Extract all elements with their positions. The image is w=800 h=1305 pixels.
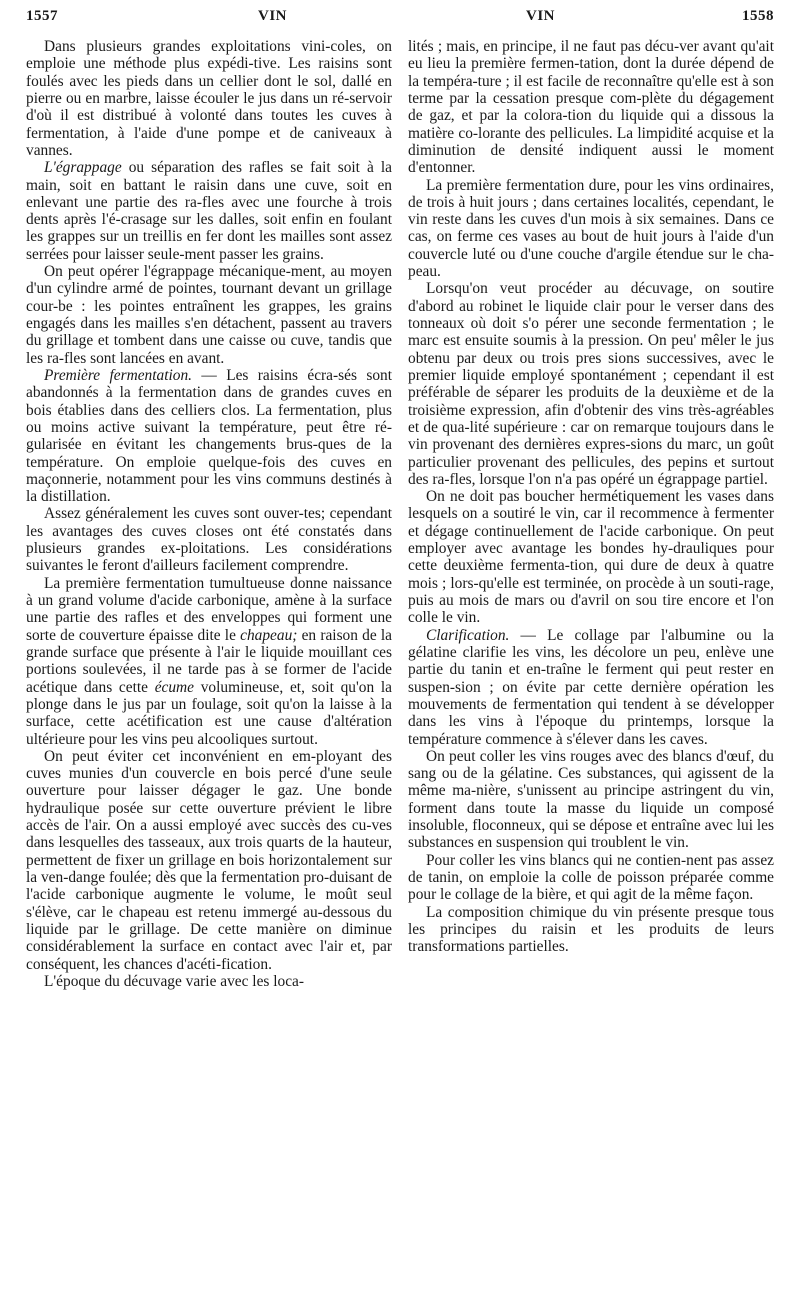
running-title-left: VIN (258, 8, 288, 24)
paragraph-lead: Clarification. (426, 626, 510, 644)
right-column (408, 38, 774, 956)
paragraph: La première fermentation tumultueuse donne naissance à un grand volume d'acide carbonique, amène à la surface une partie des rafles et des enveloppes qui forment une sorte de couverture épaisse dite le chapeau; en raison de la grande surface que présente à l'air le liquide mouillant ces portions soulevées, il ne tarde pas à se former de l'acide acétique dans cette écume volumineuse, et, soit qu'on la plonge dans le jus par un foulage, soit qu'on la laisse à la surface, cette acétification est une cause d'altération ultérieure pour les vins peu alcooliques surtout. (26, 574, 392, 748)
paragraph: Première fermentation. — Les raisins écra-sés sont abandonnés à la fermentation dans de grandes cuves en bois établies dans des celliers clos. La fermentation, plus ou moins active suivant la température, peut être ré-gularisée en évitant les changements brus-ques de la température. On emploie quelque-fois des cuves en maçonnerie, notamment pour les vins communs destinés à la distillation. (26, 366, 392, 506)
page-number-left: 1557 (26, 8, 58, 24)
paragraph: On ne doit pas boucher hermétiquement les vases dans lesquels on a soutiré le vin, car il recommence à fermenter et dégage continuellement de l'acide carbonique. On peut employer avec avantage les bondes hy-drauliques pour cette deuxième fermenta-tion, qui dure de deux à quatre mois ; lors-qu'elle est terminée, on procède à un souti-rage, puis au mois de mars ou d'avril on sou tire encore et l'on colle le vin. (408, 488, 774, 627)
paragraph: On peut opérer l'égrappage mécanique-ment, au moyen d'un cylindre armé de pointes, tournant devant un grillage cour-be : les pointes entraînent les grappes, les grains engagés dans les mailles s'en détachent, passent au travers du grillage et tombent dans une caisse ou cuve, tandis que les ra-fles sont lancées en avant. (26, 263, 392, 367)
paragraph-lead: L'égrappage (44, 159, 122, 177)
running-header (26, 8, 774, 32)
paragraph: Dans plusieurs grandes exploitations vini-coles, on emploie une méthode plus expédi-tive. Les raisins sont foulés avec les pieds dans un cellier dont le sol, dallé en pierre ou en marbre, laisse écouler le jus dans un ré-servoir d'où il est distribué à volonté dans toutes les cuves à fermentation, à l'aide d'une pompe et de caniveaux à vannes. (26, 38, 392, 159)
paragraph: On peut éviter cet inconvénient en em-ployant des cuves munies d'un couvercle en bois percé d'une seule ouverture pour laisser dégager le gaz. Une bonde hydraulique posée sur cette ouverture prévient le libre accès de l'air. On a aussi employé avec succès des cu-ves dans lesquelles des tasseaux, aux trois quarts de la hauteur, permettent de fixer un grillage en bois horizontalement sur la ven-dange foulée; dès que la fermentation pro-duisant de l'acide carbonique augmente le volume, le moût seul s'élève, car le chapeau est retenu immergé au-dessous du liquide par le grillage. De cette manière on diminue considérablement la surface en contact avec l'air et, par conséquent, les chances d'acéti-fication. (26, 747, 392, 973)
paragraph: Clarification. — Le collage par l'albumine ou la gélatine clarifie les vins, les décolore un peu, enlève une partie du tanin et en-traîne le ferment qui peut rester en suspen-sion ; on évite par cette dernière opération les mouvements de fermentation qui tendent à se développer dans les vins à l'époque du printemps, lorsque la température commence à s'élever dans les caves. (408, 626, 774, 748)
paragraph-lead: Première fermentation. (44, 366, 193, 384)
paragraph: lités ; mais, en principe, il ne faut pas décu-ver avant qu'ait eu lieu la première fermen-tation, dont la durée dépend de la tempéra-ture ; il est facile de reconnaître qu'elle est à son terme par la cessation presque com-plète du dégagement de gaz, et par la colora-tion du liquide qui a dissous la matière co-lorante des pellicules. La limpidité acquise et la diminution de densité indiquent aussi le moment d'entonner. (408, 38, 774, 177)
paragraph: L'époque du décuvage varie avec les loca- (44, 972, 305, 990)
paragraph: La première fermentation dure, pour les vins ordinaires, de trois à huit jours ; dans certaines localités, cependant, le vin reste dans les cuves d'un mois à six semaines. Dans ce cas, on ferme ces vases au bout de huit jours à l'aide d'un couvercle luté ou d'une couche d'argile étendue sur le cha-peau. (408, 176, 774, 281)
running-title-right: VIN (526, 8, 556, 24)
paragraph: Pour coller les vins blancs qui ne contien-nent pas assez de tanin, on emploie la colle de poisson préparée comme pour le collage de la bière, et qui agit de la même façon. (408, 851, 774, 904)
page-number-right: 1558 (742, 8, 774, 24)
paragraph: La composition chimique du vin présente presque tous les principes du raisin et les produits de leurs transformations partielles. (408, 903, 774, 956)
paragraph: Assez généralement les cuves sont ouver-tes; cependant les avantages des cuves closes ont été constatés dans plusieurs grandes ex-ploitations. Les considérations suivantes le feront d'ailleurs facilement comprendre. (26, 505, 392, 575)
paragraph: Lorsqu'on veut procéder au décuvage, on soutire d'abord au robinet le liquide clair pour le verser dans des tonneaux où doit s'o pérer une seconde fermentation ; le marc est ensuite soumis à la pression. On peu' mêler le jus obtenu par deux ou trois pres sions successives, avec le premier liquide employé spontanément ; cependant il est préférable de séparer les produits de la deuxième et de la troisième expression, afin d'obtenir des vins très-agréables et de qua-lité supérieure : car on remarque toujours dans le vin provenant des dernières expres-sions du marc, un goût particulier provenant des pellicules, des pepins et surtout des ra-fles, lorsque l'on n'a pas opéré un égrappage partiel. (408, 280, 774, 488)
paragraph: On peut coller les vins rouges avec des blancs d'œuf, du sang ou de la gélatine. Ces substances, qui agissent de la même ma-nière, s'unissent au principe astringent du vin, forment dans toute la masse du liquide un composé insoluble, floconneux, qui se dépose et entraîne avec lui les substances en suspension qui troublent le vin. (408, 747, 774, 852)
paragraph: L'égrappage ou séparation des rafles se fait soit à la main, soit en battant le raisin dans une cuve, soit en enlevant une partie des ra-fles avec une fourche à trois dents après l'é-crasage sur les dalles, soit enfin en foulant les grappes sur un treillis en fer dont les mailles sont assez serrées pour laisser seule-ment passer les grains. (26, 159, 392, 263)
left-column (26, 38, 392, 990)
